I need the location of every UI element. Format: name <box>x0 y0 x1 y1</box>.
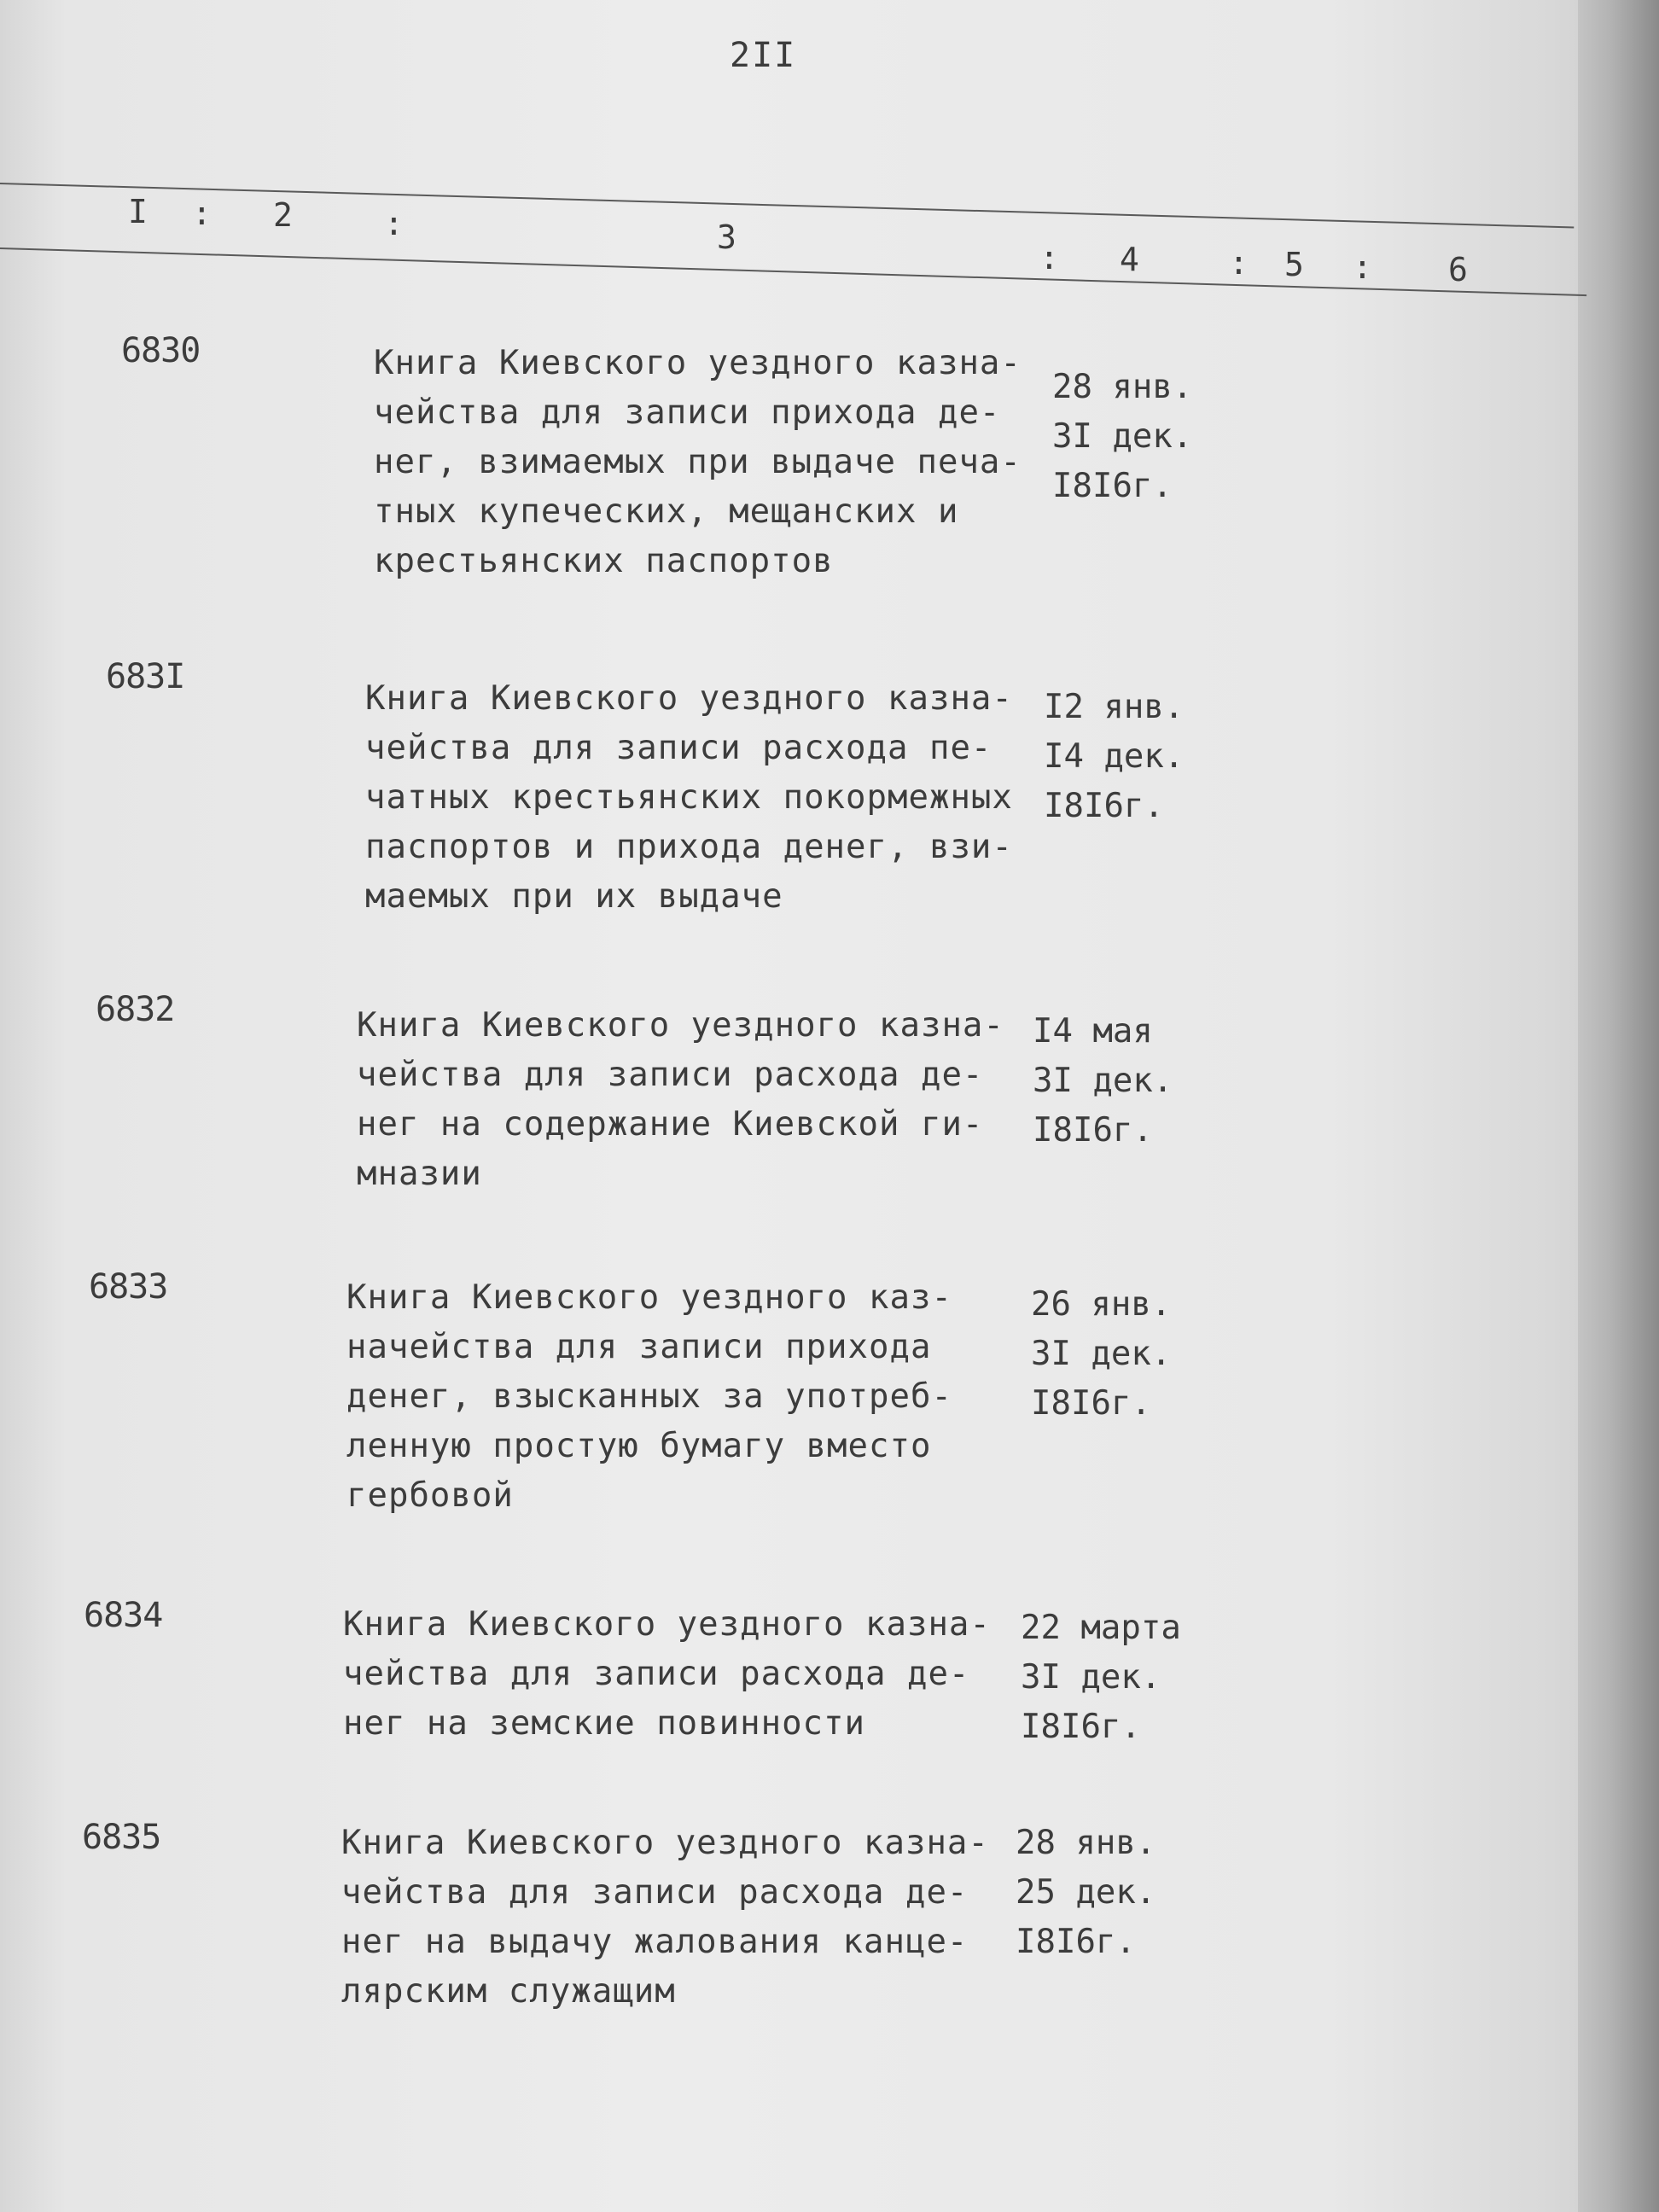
header-sep: : <box>1353 248 1372 286</box>
header-sep: : <box>1039 239 1059 276</box>
entry-title: Книга Киевского уездного казна- чейства для записи прихода де- нег, взимаемых при выдаче печа- тных купеческих, мещанских и крестьянских паспортов <box>374 344 1022 580</box>
entry-number: 6832 <box>96 990 175 1029</box>
page-number: 2II <box>730 36 797 75</box>
entry-date-start: 28 янв. <box>1052 368 1193 406</box>
entry-number: 6833 <box>89 1267 168 1307</box>
header-col-4: 4 <box>1120 241 1139 278</box>
table-header-bottom-rule <box>0 247 1586 296</box>
header-col-6: 6 <box>1448 251 1468 288</box>
page-edge-shadow <box>1578 0 1659 2212</box>
entry-date-end: 25 дек. <box>1016 1873 1156 1912</box>
header-sep: : <box>384 205 404 242</box>
entry-date-start: I4 мая <box>1033 1012 1153 1051</box>
entry-title: Книга Киевского уездного казна- чейства для записи расхода де- нег на выдачу жалования канце- лярским служащим <box>341 1824 989 2011</box>
entry-title: Книга Киевского уездного казна- чейства для записи расхода де- нег на содержание Киевской ги- мназии <box>357 1006 1004 1193</box>
entry-date-end: I4 дек. <box>1044 737 1185 776</box>
entry-dates <box>1052 363 1192 511</box>
entry-year: I8I6г. <box>1016 1923 1136 1961</box>
header-col-2: 2 <box>273 196 293 234</box>
entry-date-end: 3I дек. <box>1021 1658 1161 1697</box>
entry-dates <box>1044 683 1184 831</box>
entry-date-end: 3I дек. <box>1033 1062 1173 1100</box>
entry-year: I8I6г. <box>1021 1708 1141 1746</box>
entry-number: 6835 <box>82 1818 161 1857</box>
entry-dates <box>1031 1280 1171 1429</box>
entry-title: Книга Киевского уездного казна- чейства для записи расхода пе- чатных крестьянских покормежных паспортов и прихода денег, взи- маемых при их выдаче <box>365 679 1013 916</box>
table-header-top-rule <box>0 183 1574 229</box>
entry-year: I8I6г. <box>1052 467 1173 505</box>
entry-date-start: 28 янв. <box>1016 1824 1156 1862</box>
entry-date-end: 3I дек. <box>1031 1335 1172 1373</box>
entry-date-end: 3I дек. <box>1052 417 1193 456</box>
entry-year: I8I6г. <box>1033 1111 1153 1150</box>
entry-number: 6834 <box>84 1596 163 1635</box>
entry-date-start: I2 янв. <box>1044 688 1185 726</box>
entry-dates <box>1016 1819 1155 1967</box>
entry-date-start: 26 янв. <box>1031 1285 1172 1324</box>
header-col-1: I <box>128 193 148 230</box>
header-sep: : <box>1229 244 1249 282</box>
header-col-3: 3 <box>717 218 736 256</box>
entry-title: Книга Киевского уездного казна- чейства для записи расхода де- нег на земские повинности <box>343 1605 991 1743</box>
entry-year: I8I6г. <box>1031 1384 1151 1423</box>
header-sep: : <box>192 195 212 232</box>
entry-date-start: 22 марта <box>1021 1609 1181 1647</box>
header-col-5: 5 <box>1284 246 1304 283</box>
entry-number: 683I <box>106 657 185 696</box>
entry-dates <box>1033 1007 1173 1155</box>
entry-number: 6830 <box>121 331 201 370</box>
entry-year: I8I6г. <box>1044 787 1164 825</box>
entry-dates <box>1021 1604 1181 1752</box>
entry-title: Книга Киевского уездного каз- начейства для записи прихода денег, взысканных за употреб- ленную простую бумагу вместо гербовой <box>346 1278 952 1515</box>
